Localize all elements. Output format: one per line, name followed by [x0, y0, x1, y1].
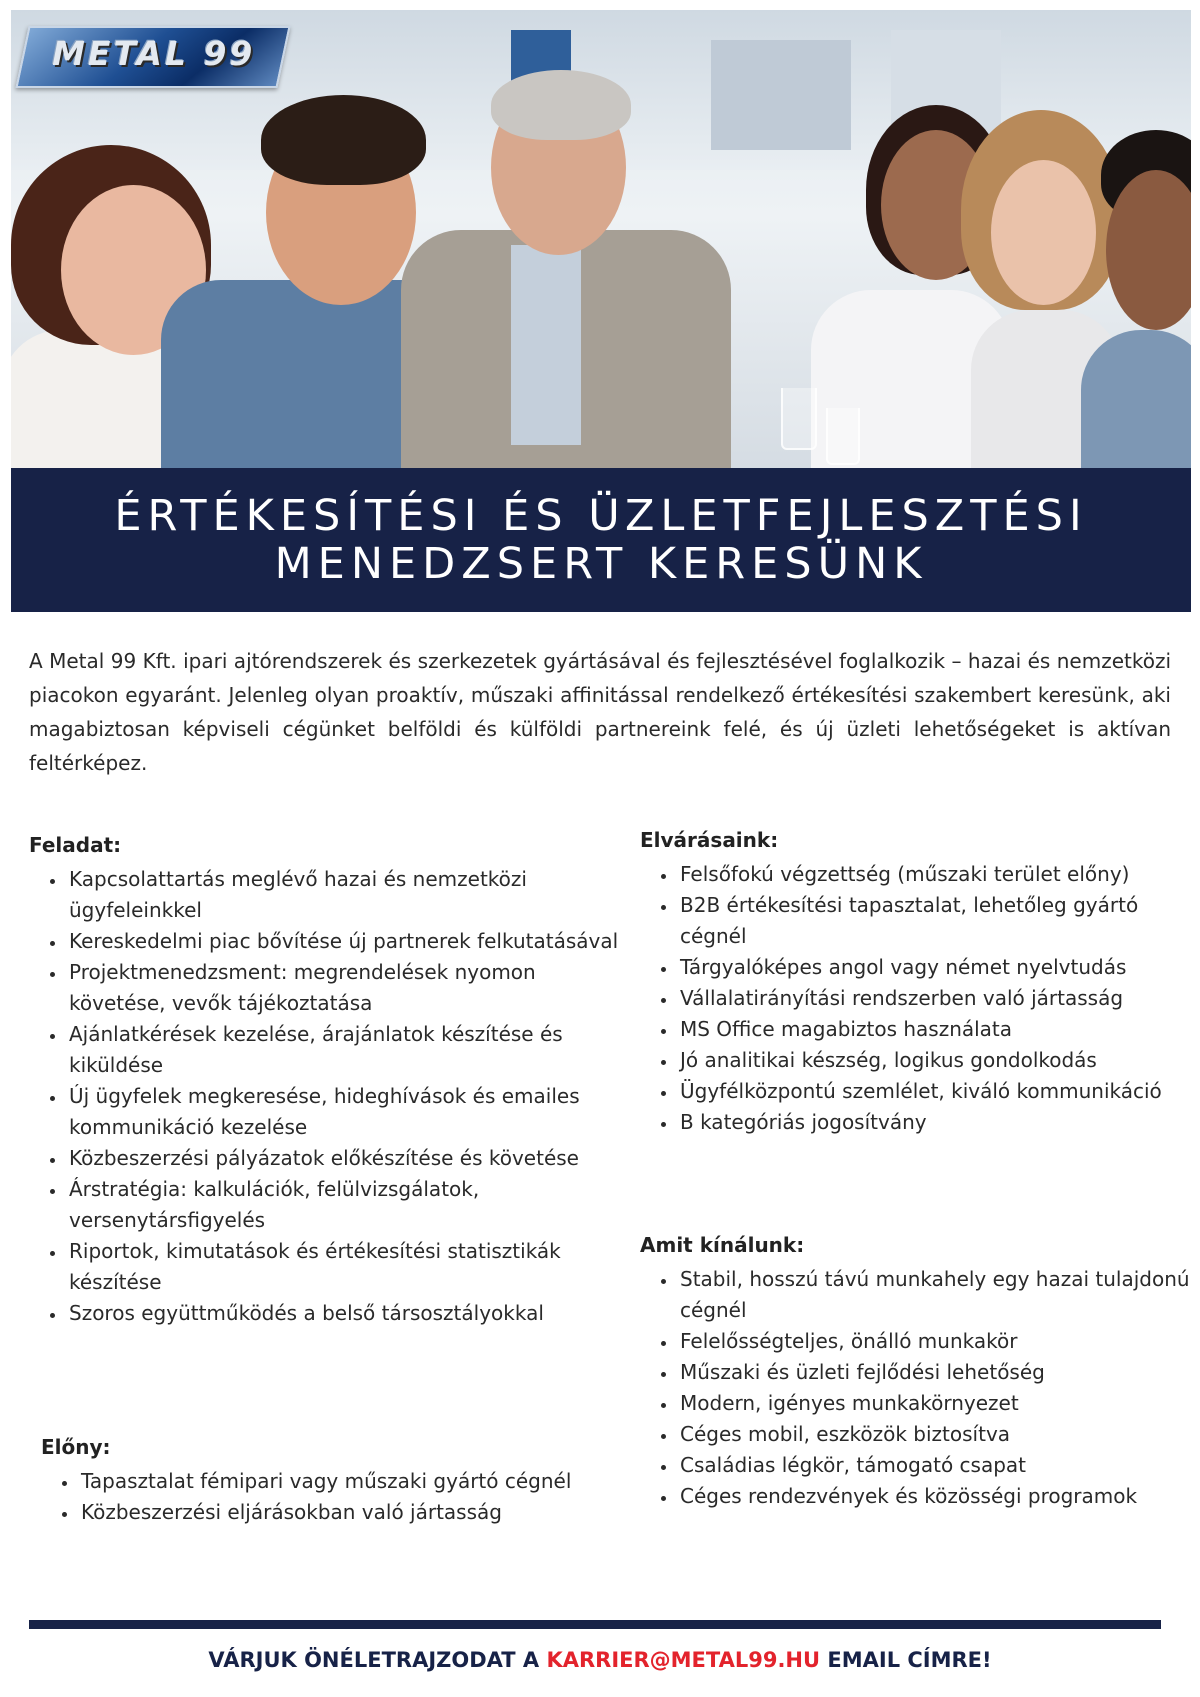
list-item: • MS Office magabiztos használata	[678, 1014, 1195, 1045]
list-item: • Modern, igényes munkakörnyezet	[678, 1388, 1195, 1419]
list-item: • Kereskedelmi piac bővítése új partnerek felkutatásával	[67, 926, 629, 957]
list-item: • Riportok, kimutatások és értékesítési statisztikák készítése	[67, 1236, 629, 1298]
list-item: • Közbeszerzési pályázatok előkészítése és követése	[67, 1143, 629, 1174]
list-item: • Árstratégia: kalkulációk, felülvizsgálatok, versenytársfigyelés	[67, 1174, 629, 1236]
list-item: • Céges rendezvények és közösségi programok	[678, 1481, 1195, 1512]
footer-divider	[29, 1620, 1161, 1629]
list-item: • Jó analitikai készség, logikus gondolkodás	[678, 1045, 1195, 1076]
company-logo	[15, 26, 290, 88]
list-item: • Felsőfokú végzettség (műszaki terület előny)	[678, 859, 1195, 890]
list-item: • Új ügyfelek megkeresése, hideghívások és emailes kommunikáció kezelése	[67, 1081, 629, 1143]
glass-icon	[781, 388, 817, 450]
list-item: • B kategóriás jogosítvány	[678, 1107, 1195, 1138]
list-item: • Vállalatirányítási rendszerben való jártasság	[678, 983, 1195, 1014]
section-amit-kinalunk	[640, 1230, 1195, 1512]
intro-paragraph: A Metal 99 Kft. ipari ajtórendszerek és szerkezetek gyártásával és fejlesztésével foglalkozik – hazai és nemzetközi piacokon egyaránt. Jelenleg olyan proaktív, műszaki affinitással rendelkező értékesítési szakembert keresünk, aki magabiztosan képviseli cégünket belföldi és külföldi partnereink felé, és új üzleti lehetőségeket is aktívan feltérképez.	[29, 649, 1171, 775]
footer-text-after: EMAIL CÍMRE!	[820, 1648, 992, 1672]
bullet-list	[640, 859, 1195, 1138]
glass-icon	[826, 408, 860, 465]
section-heading: Előny:	[41, 1435, 111, 1459]
list-item: • Ajánlatkérések kezelése, árajánlatok készítése és kiküldése	[67, 1019, 629, 1081]
footer-call-to-action	[0, 1648, 1200, 1672]
list-item: • Felelősségteljes, önálló munkakör	[678, 1326, 1195, 1357]
list-item: • Családias légkör, támogató csapat	[678, 1450, 1195, 1481]
email-link[interactable]: KARRIER@METAL99.HU	[546, 1648, 821, 1672]
list-item: • Tárgyalóképes angol vagy német nyelvtudás	[678, 952, 1195, 983]
section-feladat	[29, 830, 629, 1329]
bullet-list	[41, 1466, 641, 1528]
list-item: • Szoros együttműködés a belső társosztályokkal	[67, 1298, 629, 1329]
list-item: • Műszaki és üzleti fejlődési lehetőség	[678, 1357, 1195, 1388]
list-item: • Stabil, hosszú távú munkahely egy hazai tulajdonú cégnél	[678, 1264, 1195, 1326]
page-title-line-2: MENEDZSERT KERESÜNK	[274, 539, 928, 589]
footer-text-before: VÁRJUK ÖNÉLETRAJZODAT A	[208, 1648, 547, 1672]
section-elvarasaink	[640, 825, 1195, 1138]
page-title-line-1: ÉRTÉKESÍTÉSI ÉS ÜZLETFEJLESZTÉSI	[114, 491, 1088, 541]
list-item: • Kapcsolattartás meglévő hazai és nemzetközi ügyfeleinkkel	[67, 864, 629, 926]
list-item: • Közbeszerzési eljárásokban való jártasság	[79, 1497, 641, 1528]
list-item: • Tapasztalat fémipari vagy műszaki gyártó cégnél	[79, 1466, 641, 1497]
section-heading: Amit kínálunk:	[640, 1233, 805, 1257]
section-heading: Elvárásaink:	[640, 828, 779, 852]
list-item: • B2B értékesítési tapasztalat, lehetőleg gyártó cégnél	[678, 890, 1195, 952]
section-elony	[41, 1432, 641, 1528]
section-heading: Feladat:	[29, 833, 122, 857]
logo-text: METAL 99	[52, 34, 256, 73]
list-item: • Projektmenedzsment: megrendelések nyomon követése, vevők tájékoztatása	[67, 957, 629, 1019]
list-item: • Céges mobil, eszközök biztosítva	[678, 1419, 1195, 1450]
list-item: • Ügyfélközpontú szemlélet, kiváló kommunikáció	[678, 1076, 1195, 1107]
title-banner	[11, 468, 1191, 612]
bullet-list	[640, 1264, 1195, 1512]
bullet-list	[29, 864, 629, 1329]
